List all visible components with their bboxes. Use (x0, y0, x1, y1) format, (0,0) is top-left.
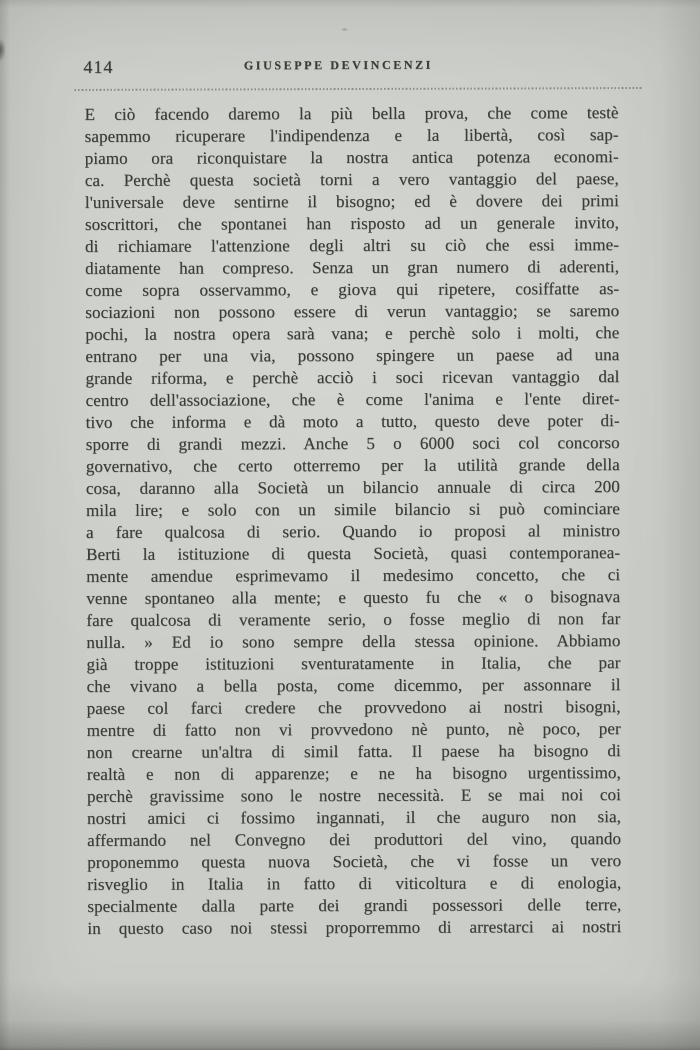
text-line: diatamente han compreso. Senza un gran numero di aderenti, (85, 257, 620, 278)
text-line: sapemmo ricuperare l'indipendenza e la libertà, così sap- (84, 125, 619, 146)
text-line: E ciò facendo daremo la più bella prova, che come testè (84, 103, 619, 124)
text-line: risveglio in Italia in fatto di viticoltura e di enologia, (87, 873, 622, 894)
text-line: l'universale deve sentirne il bisogno; ed è dovere dei primi (84, 191, 619, 212)
text-line: realtà e non di apparenze; e ne ha bisogno urgentissimo, (86, 763, 621, 784)
text-line: cosa, daranno alla Società un bilancio annuale di circa 200 (85, 477, 620, 498)
text-line: nostri amici ci fossimo ingannati, il che auguro non sia, (86, 807, 622, 828)
body-text (85, 102, 622, 940)
text-line: mentre di fatto non vi provvedono nè punto, nè poco, per (86, 719, 621, 740)
text-line: ca. Perchè questa società torni a vero vantaggio del paese, (84, 169, 619, 190)
header-rule (74, 87, 642, 91)
text-line: tivo che informa e dà moto a tutto, questo deve poter di- (85, 411, 620, 432)
text-line: Berti la istituzione di questa Società, quasi contemporanea- (86, 543, 621, 564)
text-line: proponemmo questa nuova Società, che vi fosse un vero (87, 851, 622, 872)
text-line: come sopra osservammo, e giova qui ripetere, cosiffatte as- (85, 279, 620, 300)
text-line: grande riforma, e perchè acciò i soci ricevan vantaggio dal (85, 367, 620, 388)
text-line: specialmente dalla parte dei grandi possessori delle terre, (87, 895, 622, 916)
text-line: fare qualcosa di veramente serio, o fosse meglio di non far (86, 609, 621, 630)
text-line: che vivano a bella posta, come dicemmo, per assonnare il (86, 675, 621, 696)
text-line: entrano per una via, possono spingere un paese ad una (85, 345, 620, 366)
text-line: venne spontaneo alla mente; e questo fu che « o bisognava (86, 587, 621, 608)
text-line: a fare qualcosa di serio. Quando io proposi al ministro (85, 521, 621, 542)
text-line: di richiamare l'attenzione degli altri su ciò che essi imme- (84, 235, 620, 256)
text-line: pochi, la nostra opera sarà vana; e perchè solo i molti, che (85, 323, 620, 344)
text-line: nulla. » Ed io sono sempre della stessa opinione. Abbiamo (86, 631, 621, 652)
running-header: GIUSEPPE DEVINCENZI (243, 57, 433, 73)
text-line: non crearne un'altra di simil fatta. Il paese ha bisogno di (86, 741, 621, 762)
text-line: sporre di grandi mezzi. Anche 5 o 6000 soci col concorso (85, 433, 620, 454)
text-line: governativo, che certo otterremo per la utilità grande della (85, 455, 620, 476)
page-header (0, 0, 698, 77)
text-line: paese col farci credere che provvedono ai nostri bisogni, (86, 697, 621, 718)
text-line: centro dell'associazione, che è come l'anima e l'ente diret- (85, 389, 620, 410)
text-line: mila lire; e solo con un simile bilancio si può cominciare (85, 499, 620, 520)
text-line: piamo ora riconquistare la nostra antica potenza economi- (84, 147, 619, 168)
text-line: in questo caso noi stessi proporremmo di arrestarci ai nostri (87, 917, 622, 938)
text-line: già troppe istituzioni sventuratamente in Italia, che par (86, 653, 621, 674)
text-line: perchè gravissime sono le nostre necessità. E se mai noi coi (86, 785, 621, 806)
text-line: soscrittori, che spontanei han risposto ad un generale invito, (84, 213, 619, 234)
text-line: mente amendue esprimevamo il medesimo concetto, che ci (86, 565, 621, 586)
text-line: affermando nel Convegno dei produttori del vino, quando (87, 829, 622, 850)
text-line: sociazioni non possono essere di verun vantaggio; se saremo (85, 301, 620, 322)
scan-speck (341, 28, 348, 31)
page-number: 414 (83, 56, 114, 77)
left-edge-blemish (0, 38, 6, 62)
